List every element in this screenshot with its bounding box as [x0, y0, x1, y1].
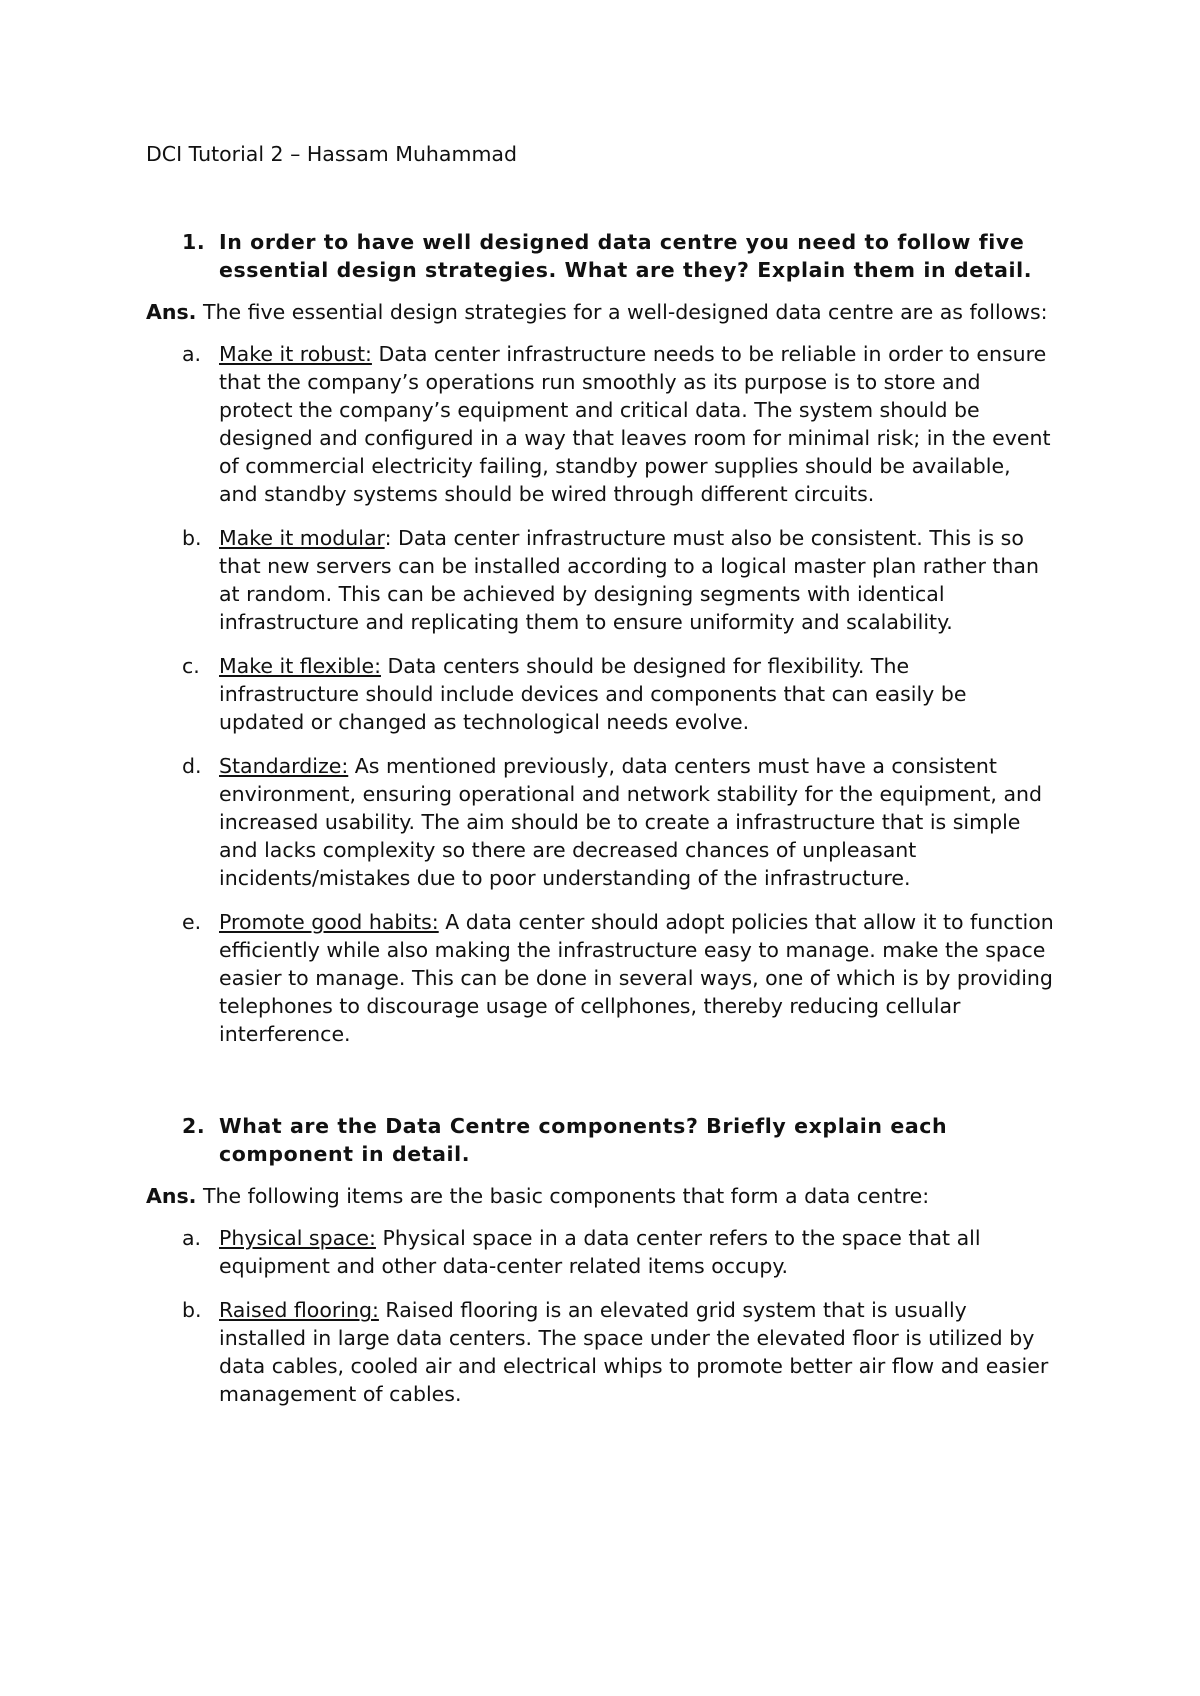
question-text: What are the Data Centre components? Briefly explain each component in detail. — [219, 1114, 948, 1166]
item-text: As mentioned previously, data centers must have a consistent environment, ensuring operational and network stability for the equipment, and increased usability. The aim should be to create a infrastructure that is simple and lacks complexity so there are decreased chances of unpleasant incidents/mistakes due to poor understanding of the infrastructure. — [219, 754, 1043, 890]
item-text: : Data center infrastructure must also be consistent. This is so that new servers can be installed according to a logical master plan rather than at random. This can be achieved by designing segments with identical infrastructure and replicating them to ensure uniformity and scalability. — [219, 526, 1039, 634]
list-item — [146, 752, 1066, 892]
question-number: 1. — [182, 230, 206, 254]
list-item — [146, 1296, 1066, 1408]
answer-label: Ans. — [146, 300, 197, 324]
document-title: DCI Tutorial 2 – Hassam Muhammad — [146, 142, 518, 166]
answer-intro — [146, 1182, 1066, 1210]
question-2 — [146, 1112, 1066, 1168]
question-text: In order to have well designed data centre you need to follow five essential design strategies. What are they? Explain them in detail. — [219, 230, 1033, 282]
list-item — [146, 1224, 1066, 1280]
question-number: 2. — [182, 1114, 206, 1138]
item-text: A data center should adopt policies that allow it to function efficiently while also making the infrastructure easy to manage. make the space easier to manage. This can be done in several ways, one of which is by providing telephones to discourage usage of cellphones, thereby reducing cellular interference. — [219, 910, 1054, 1046]
item-heading: Promote good habits: — [219, 910, 439, 934]
list-marker: e. — [182, 910, 202, 934]
list-item — [146, 652, 1066, 736]
answer-intro-text: The five essential design strategies for a well-designed data centre are as follows: — [196, 300, 1048, 324]
item-text: Data center infrastructure needs to be reliable in order to ensure that the company’s operations run smoothly as its purpose is to store and protect the company’s equipment and critical data. The system should be designed and configured in a way that leaves room for minimal risk; in the event of commercial electricity failing, standby power supplies should be available, and standby systems should be wired through different circuits. — [219, 342, 1051, 506]
answer-intro — [146, 298, 1066, 326]
answer-label: Ans. — [146, 1184, 197, 1208]
list-marker: a. — [182, 1226, 202, 1250]
item-heading: Physical space: — [219, 1226, 376, 1250]
list-marker: b. — [182, 1298, 202, 1322]
item-text: Physical space in a data center refers to the space that all equipment and other data-center related items occupy. — [219, 1226, 981, 1278]
document-page — [146, 140, 1066, 1424]
item-text: Data centers should be designed for flexibility. The infrastructure should include devices and components that can easily be updated or changed as technological needs evolve. — [219, 654, 967, 734]
item-heading: Make it robust: — [219, 342, 372, 366]
list-marker: b. — [182, 526, 202, 550]
item-heading: Make it flexible: — [219, 654, 381, 678]
list-marker: c. — [182, 654, 200, 678]
list-item — [146, 340, 1066, 508]
item-heading: Make it modular — [219, 526, 385, 550]
item-heading: Raised flooring: — [219, 1298, 379, 1322]
item-text: Raised flooring is an elevated grid system that is usually installed in large data centers. The space under the elevated floor is utilized by data cables, cooled air and electrical whips to promote better air flow and easier management of cables. — [219, 1298, 1049, 1406]
list-marker: d. — [182, 754, 202, 778]
item-heading: Standardize: — [219, 754, 349, 778]
list-item — [146, 524, 1066, 636]
question-1 — [146, 228, 1066, 284]
answer-intro-text: The following items are the basic components that form a data centre: — [196, 1184, 930, 1208]
list-marker: a. — [182, 342, 202, 366]
list-item — [146, 908, 1066, 1048]
